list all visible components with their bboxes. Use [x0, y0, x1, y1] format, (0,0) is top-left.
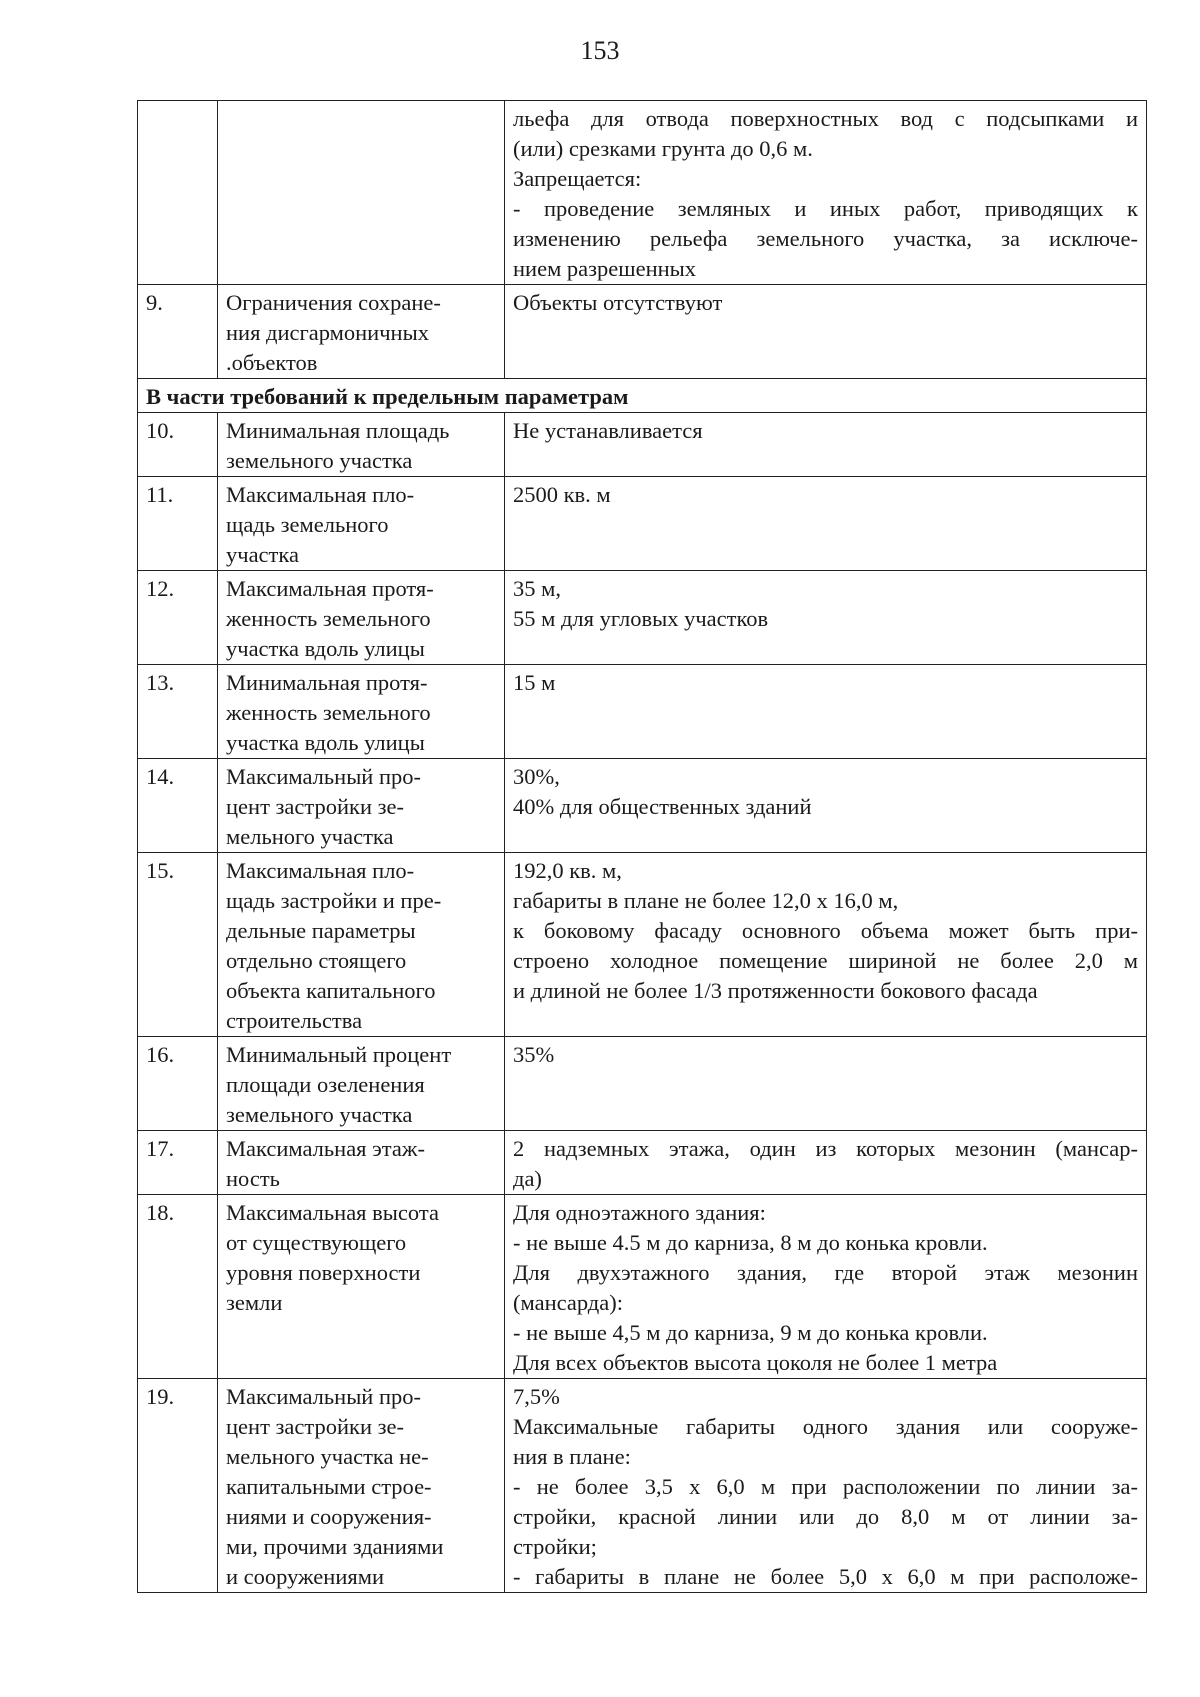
parameter-value-line: - не выше 4.5 м до карниза, 8 м до конька кровли.	[513, 1230, 988, 1255]
parameter-name-line: земли	[226, 1290, 283, 1315]
parameter-name-line: щадь застройки и пре-	[226, 888, 442, 913]
parameter-value	[505, 101, 1147, 285]
table-row	[138, 759, 1147, 853]
parameter-value-line: Для всех объектов высота цоколя не более 1 метра	[513, 1350, 998, 1375]
parameter-value-line: Не устанавливается	[513, 418, 703, 443]
parameter-value-line: 15 м	[513, 670, 556, 695]
parameter-value-line: ния в плане:	[513, 1444, 631, 1469]
parameter-name-line: участка вдоль улицы	[226, 636, 425, 661]
parameter-value-line: 30%,	[513, 764, 560, 789]
parameter-name-line: Минимальный процент	[226, 1042, 452, 1067]
parameter-value-line: стройки, красной линии или до 8,0 м от линии за-	[513, 1504, 1138, 1529]
parameter-name-line: щадь земельного	[226, 512, 389, 537]
row-number: 18.	[138, 1195, 218, 1379]
row-number: 12.	[138, 571, 218, 665]
parameters-table-body	[138, 101, 1147, 1593]
parameter-name-line: ниями и сооружения-	[226, 1504, 432, 1529]
parameter-value-line: стройки;	[513, 1534, 597, 1559]
parameter-value-line: 40% для общественных зданий	[513, 794, 812, 819]
table-row	[138, 853, 1147, 1037]
parameter-name	[218, 413, 505, 477]
section-header: В части требований к предельным параметрам	[138, 379, 1147, 413]
parameter-name-line: ния дисгармоничных	[226, 320, 429, 345]
parameter-name	[218, 1195, 505, 1379]
page-number: 153	[580, 36, 620, 65]
parameter-value-line: и длиной не более 1/3 протяженности бокового фасада	[513, 978, 1038, 1003]
parameter-name-line: цент застройки зе-	[226, 1414, 405, 1439]
table-row	[138, 1131, 1147, 1195]
parameter-value-line: Запрещается:	[513, 166, 642, 191]
table-row	[138, 1037, 1147, 1131]
table-row	[138, 571, 1147, 665]
parameter-value-line: габариты в плане не более 12,0 x 16,0 м,	[513, 888, 899, 913]
parameter-name-line: Ограничения сохране-	[226, 290, 441, 315]
parameter-value	[505, 571, 1147, 665]
parameter-value-line: - не выше 4,5 м до карниза, 9 м до конька кровли.	[513, 1320, 988, 1345]
parameter-value-line: - габариты в плане не более 5,0 х 6,0 м при расположе-	[513, 1564, 1138, 1589]
row-number: 19.	[138, 1379, 218, 1593]
parameter-value-line: (или) срезками грунта до 0,6 м.	[513, 136, 813, 161]
parameter-name-line: цент застройки зе-	[226, 794, 405, 819]
row-number: 11.	[138, 477, 218, 571]
parameter-name-line: Максимальная высота	[226, 1200, 439, 1225]
parameter-value	[505, 477, 1147, 571]
parameter-name-line: ность	[226, 1166, 280, 1191]
parameter-name-line: и сооружениями	[226, 1564, 385, 1589]
parameter-name-line: Максимальная пло-	[226, 482, 415, 507]
parameter-name-line: отдельно стоящего	[226, 948, 407, 973]
row-number: 13.	[138, 665, 218, 759]
parameter-name-line: Максимальный про-	[226, 1384, 422, 1409]
row-number: 16.	[138, 1037, 218, 1131]
parameter-value	[505, 1379, 1147, 1593]
row-number: 9.	[138, 285, 218, 379]
parameter-name	[218, 759, 505, 853]
parameter-value-line: 7,5%	[513, 1384, 560, 1409]
parameter-value-line: Объекты отсутствуют	[513, 290, 723, 315]
parameter-name-line: Максимальная этаж-	[226, 1136, 425, 1161]
parameter-name-line: дельные параметры	[226, 918, 416, 943]
table-row	[138, 477, 1147, 571]
parameter-name-line: Минимальная протя-	[226, 670, 428, 695]
parameter-name-line: мельного участка	[226, 824, 394, 849]
parameter-name-line: Максимальный про-	[226, 764, 422, 789]
parameter-value-line: Для одноэтажного здания:	[513, 1200, 766, 1225]
table-row	[138, 413, 1147, 477]
parameter-name	[218, 285, 505, 379]
parameter-name-line: Максимальная протя-	[226, 576, 434, 601]
parameter-name-line: женность земельного	[226, 700, 431, 725]
parameter-value-line: Максимальные габариты одного здания или сооруже-	[513, 1414, 1138, 1439]
parameter-name-line: капитальными строе-	[226, 1474, 432, 1499]
row-number: 15.	[138, 853, 218, 1037]
parameter-name-line: земельного участка	[226, 1102, 413, 1127]
parameter-value-line: - не более 3,5 х 6,0 м при расположении по линии за-	[513, 1474, 1138, 1499]
parameter-name-line: участка вдоль улицы	[226, 730, 425, 755]
table-row-continued	[138, 101, 1147, 285]
parameter-value-line: 35%	[513, 1042, 555, 1067]
parameter-value	[505, 1131, 1147, 1195]
parameter-value-line: строено холодное помещение шириной не более 2,0 м	[513, 948, 1138, 973]
parameter-value-line: к боковому фасаду основного объема может быть при-	[513, 918, 1138, 943]
table-row	[138, 665, 1147, 759]
parameter-value-line: льефа для отвода поверхностных вод с подсыпками и	[513, 106, 1138, 131]
parameter-value	[505, 1037, 1147, 1131]
parameter-name	[218, 571, 505, 665]
parameter-value-line: нием разрешенных	[513, 256, 697, 281]
row-number: 10.	[138, 413, 218, 477]
parameter-name-line: площади озеленения	[226, 1072, 425, 1097]
parameter-name	[218, 1131, 505, 1195]
parameter-value-line: 192,0 кв. м,	[513, 858, 622, 883]
parameter-name-line: объекта капитального	[226, 978, 436, 1003]
table-row	[138, 1379, 1147, 1593]
parameter-name	[218, 665, 505, 759]
parameter-value-line: 2500 кв. м	[513, 482, 611, 507]
parameter-value	[505, 1195, 1147, 1379]
parameters-table	[137, 100, 1147, 1593]
parameter-name-line: ми, прочими зданиями	[226, 1534, 444, 1559]
parameter-value-line: (мансарда):	[513, 1290, 623, 1315]
parameter-value	[505, 413, 1147, 477]
table-row	[138, 1195, 1147, 1379]
parameter-value-line: - проведение земляных и иных работ, приводящих к	[513, 196, 1138, 221]
section-header-row	[138, 379, 1147, 413]
parameter-value-line: 2 надземных этажа, один из которых мезонин (мансар-	[513, 1136, 1138, 1161]
parameter-name-line: участка	[226, 542, 299, 567]
row-number: 14.	[138, 759, 218, 853]
parameter-value-line: изменению рельефа земельного участка, за исключе-	[513, 226, 1138, 251]
parameter-name-line: строительства	[226, 1008, 363, 1033]
parameter-name-line: .объектов	[226, 350, 318, 375]
parameter-value-line: 35 м,	[513, 576, 561, 601]
parameter-name-line: мельного участка не-	[226, 1444, 429, 1469]
parameter-value-line: 55 м для угловых участков	[513, 606, 769, 631]
parameter-name-line: Максимальная пло-	[226, 858, 415, 883]
parameter-name-line: земельного участка	[226, 448, 413, 473]
parameter-name-line: женность земельного	[226, 606, 431, 631]
parameter-value	[505, 285, 1147, 379]
row-number: 17.	[138, 1131, 218, 1195]
row-number	[138, 101, 218, 285]
parameter-name-line: Минимальная площадь	[226, 418, 450, 443]
parameter-value-line: Для двухэтажного здания, где второй этаж мезонин	[513, 1260, 1138, 1285]
parameter-value-line: да)	[513, 1166, 542, 1191]
parameter-name-line: уровня поверхности	[226, 1260, 421, 1285]
table-row	[138, 285, 1147, 379]
parameter-name	[218, 1379, 505, 1593]
parameter-name	[218, 1037, 505, 1131]
parameter-name	[218, 101, 505, 285]
parameter-name	[218, 477, 505, 571]
parameter-value	[505, 853, 1147, 1037]
parameter-name	[218, 853, 505, 1037]
parameter-value	[505, 665, 1147, 759]
parameter-value	[505, 759, 1147, 853]
parameter-name-line: от существующего	[226, 1230, 407, 1255]
